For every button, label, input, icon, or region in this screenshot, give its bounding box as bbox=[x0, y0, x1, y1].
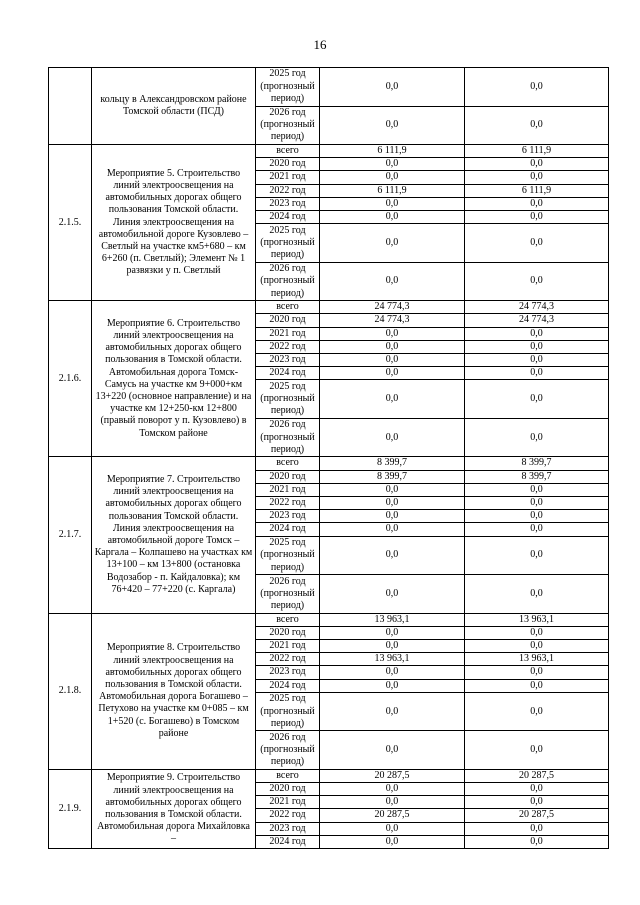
total-funding-cell: 13 963,1 bbox=[320, 613, 465, 626]
period-cell: всего bbox=[256, 301, 320, 314]
period-cell: всего bbox=[256, 457, 320, 470]
budget-funding-cell: 0,0 bbox=[465, 171, 609, 184]
period-cell: 2023 год bbox=[256, 822, 320, 835]
period-cell: 2020 год bbox=[256, 626, 320, 639]
period-cell: 2025 год (прогнозный период) bbox=[256, 536, 320, 575]
measure-description: кольцу в Александровском районе Томской области (ПСД) bbox=[92, 68, 256, 145]
budget-funding-cell: 0,0 bbox=[465, 679, 609, 692]
budget-funding-cell: 0,0 bbox=[465, 197, 609, 210]
period-cell: 2022 год bbox=[256, 340, 320, 353]
period-cell: 2024 год bbox=[256, 835, 320, 848]
total-funding-cell: 8 399,7 bbox=[320, 470, 465, 483]
budget-funding-cell: 0,0 bbox=[465, 666, 609, 679]
total-funding-cell: 0,0 bbox=[320, 731, 465, 770]
budget-funding-cell: 0,0 bbox=[465, 783, 609, 796]
period-cell: 2026 год (прогнозный период) bbox=[256, 262, 320, 301]
table-row bbox=[49, 613, 609, 626]
period-cell: 2022 год bbox=[256, 184, 320, 197]
budget-funding-cell: 0,0 bbox=[465, 224, 609, 263]
period-cell: 2023 год bbox=[256, 510, 320, 523]
budget-funding-cell: 0,0 bbox=[465, 106, 609, 145]
budget-funding-cell: 0,0 bbox=[465, 367, 609, 380]
total-funding-cell: 0,0 bbox=[320, 106, 465, 145]
total-funding-cell: 6 111,9 bbox=[320, 184, 465, 197]
table-row bbox=[49, 145, 609, 158]
budget-funding-cell: 0,0 bbox=[465, 418, 609, 457]
table-row bbox=[49, 769, 609, 782]
budget-funding-cell: 0,0 bbox=[465, 510, 609, 523]
budget-funding-cell: 0,0 bbox=[465, 483, 609, 496]
period-cell: 2025 год (прогнозный период) bbox=[256, 692, 320, 731]
total-funding-cell: 0,0 bbox=[320, 640, 465, 653]
total-funding-cell: 0,0 bbox=[320, 171, 465, 184]
total-funding-cell: 0,0 bbox=[320, 835, 465, 848]
measure-number: 2.1.9. bbox=[49, 769, 92, 848]
total-funding-cell: 0,0 bbox=[320, 211, 465, 224]
period-cell: 2026 год (прогнозный период) bbox=[256, 731, 320, 770]
measure-description: Мероприятие 6. Строительство линий электроосвещения на автомобильных дорогах общего пользования в Томской области. Автомобильная дорога Томск-Самусь на участке км 9+000+км 13+220 (основное направление) и на участке км 12+250-км 12+800 (правый поворот у п. Кузовлево) в Томском районе bbox=[92, 301, 256, 457]
total-funding-cell: 0,0 bbox=[320, 340, 465, 353]
period-cell: 2020 год bbox=[256, 158, 320, 171]
budget-funding-cell: 0,0 bbox=[465, 211, 609, 224]
budget-funding-cell: 0,0 bbox=[465, 796, 609, 809]
total-funding-cell: 0,0 bbox=[320, 68, 465, 107]
total-funding-cell: 0,0 bbox=[320, 822, 465, 835]
budget-funding-cell: 0,0 bbox=[465, 575, 609, 614]
budget-funding-cell: 0,0 bbox=[465, 692, 609, 731]
period-cell: 2021 год bbox=[256, 640, 320, 653]
period-cell: всего bbox=[256, 613, 320, 626]
budget-funding-cell: 0,0 bbox=[465, 380, 609, 419]
total-funding-cell: 0,0 bbox=[320, 523, 465, 536]
period-cell: 2023 год bbox=[256, 197, 320, 210]
measure-description: Мероприятие 5. Строительство линий электроосвещения на автомобильных дорогах общего пользования Томской области. Линия электроосвещения на автомобильной дороге Кузовлево – Светлый на участке км5+680 – км 6+260 (п. Светлый); Элемент № 1 развязки у п. Светлый bbox=[92, 145, 256, 301]
period-cell: 2021 год bbox=[256, 171, 320, 184]
period-cell: 2022 год bbox=[256, 653, 320, 666]
total-funding-cell: 24 774,3 bbox=[320, 301, 465, 314]
period-cell: 2024 год bbox=[256, 523, 320, 536]
total-funding-cell: 0,0 bbox=[320, 666, 465, 679]
period-cell: всего bbox=[256, 145, 320, 158]
total-funding-cell: 0,0 bbox=[320, 796, 465, 809]
period-cell: 2023 год bbox=[256, 666, 320, 679]
measure-number bbox=[49, 68, 92, 145]
budget-funding-cell: 6 111,9 bbox=[465, 145, 609, 158]
period-cell: 2024 год bbox=[256, 367, 320, 380]
total-funding-cell: 0,0 bbox=[320, 483, 465, 496]
period-cell: 2022 год bbox=[256, 809, 320, 822]
total-funding-cell: 0,0 bbox=[320, 679, 465, 692]
budget-funding-cell: 0,0 bbox=[465, 497, 609, 510]
total-funding-cell: 0,0 bbox=[320, 262, 465, 301]
total-funding-cell: 0,0 bbox=[320, 380, 465, 419]
total-funding-cell: 0,0 bbox=[320, 418, 465, 457]
total-funding-cell: 0,0 bbox=[320, 158, 465, 171]
total-funding-cell: 0,0 bbox=[320, 692, 465, 731]
period-cell: 2025 год (прогнозный период) bbox=[256, 68, 320, 107]
total-funding-cell: 24 774,3 bbox=[320, 314, 465, 327]
total-funding-cell: 8 399,7 bbox=[320, 457, 465, 470]
measure-description: Мероприятие 8. Строительство линий электроосвещения на автомобильных дорогах общего пользования в Томской области. Автомобильная дорога Богашево – Петухово на участке км 0+085 – км 1+520 (с. Богашево) в Томском районе bbox=[92, 613, 256, 769]
budget-funding-cell: 24 774,3 bbox=[465, 314, 609, 327]
budget-funding-cell: 6 111,9 bbox=[465, 184, 609, 197]
measure-description: Мероприятие 7. Строительство линий электроосвещения на автомобильных дорогах общего пользования Томской области. Линия электроосвещения на автомобильной дороге Томск – Каргала – Колпашево на участках км 13+100 – км 13+800 (остановка Водозабор - п. Кайдаловка); км 76+420 – 77+220 (с. Каргала) bbox=[92, 457, 256, 613]
budget-funding-cell: 0,0 bbox=[465, 262, 609, 301]
period-cell: 2024 год bbox=[256, 679, 320, 692]
table-row bbox=[49, 457, 609, 470]
total-funding-cell: 0,0 bbox=[320, 197, 465, 210]
total-funding-cell: 0,0 bbox=[320, 626, 465, 639]
period-cell: 2024 год bbox=[256, 211, 320, 224]
total-funding-cell: 0,0 bbox=[320, 224, 465, 263]
total-funding-cell: 0,0 bbox=[320, 783, 465, 796]
budget-funding-cell: 8 399,7 bbox=[465, 470, 609, 483]
measure-number: 2.1.6. bbox=[49, 301, 92, 457]
budget-funding-cell: 20 287,5 bbox=[465, 769, 609, 782]
budget-funding-cell: 0,0 bbox=[465, 626, 609, 639]
measure-number: 2.1.5. bbox=[49, 145, 92, 301]
budget-funding-cell: 0,0 bbox=[465, 354, 609, 367]
measure-number: 2.1.7. bbox=[49, 457, 92, 613]
total-funding-cell: 13 963,1 bbox=[320, 653, 465, 666]
budget-funding-cell: 0,0 bbox=[465, 536, 609, 575]
period-cell: 2020 год bbox=[256, 783, 320, 796]
period-cell: 2020 год bbox=[256, 314, 320, 327]
budget-funding-cell: 13 963,1 bbox=[465, 613, 609, 626]
total-funding-cell: 20 287,5 bbox=[320, 769, 465, 782]
page-number: 16 bbox=[313, 37, 327, 52]
period-cell: 2025 год (прогнозный период) bbox=[256, 224, 320, 263]
period-cell: 2020 год bbox=[256, 470, 320, 483]
table-row bbox=[49, 68, 609, 107]
budget-funding-cell: 0,0 bbox=[465, 822, 609, 835]
total-funding-cell: 0,0 bbox=[320, 327, 465, 340]
budget-funding-cell: 13 963,1 bbox=[465, 653, 609, 666]
period-cell: 2023 год bbox=[256, 354, 320, 367]
measures-table bbox=[48, 67, 609, 849]
table-row bbox=[49, 301, 609, 314]
total-funding-cell: 0,0 bbox=[320, 536, 465, 575]
total-funding-cell: 6 111,9 bbox=[320, 145, 465, 158]
budget-funding-cell: 0,0 bbox=[465, 640, 609, 653]
period-cell: всего bbox=[256, 769, 320, 782]
measure-description: Мероприятие 9. Строительство линий электроосвещения на автомобильных дорогах общего пользования в Томской области. Автомобильная дорога Михайловка – bbox=[92, 769, 256, 848]
period-cell: 2022 год bbox=[256, 497, 320, 510]
period-cell: 2026 год (прогнозный период) bbox=[256, 575, 320, 614]
budget-funding-cell: 0,0 bbox=[465, 327, 609, 340]
total-funding-cell: 0,0 bbox=[320, 510, 465, 523]
budget-funding-cell: 0,0 bbox=[465, 68, 609, 107]
budget-funding-cell: 24 774,3 bbox=[465, 301, 609, 314]
total-funding-cell: 0,0 bbox=[320, 367, 465, 380]
total-funding-cell: 0,0 bbox=[320, 354, 465, 367]
budget-funding-cell: 8 399,7 bbox=[465, 457, 609, 470]
period-cell: 2021 год bbox=[256, 327, 320, 340]
total-funding-cell: 20 287,5 bbox=[320, 809, 465, 822]
budget-funding-cell: 0,0 bbox=[465, 731, 609, 770]
period-cell: 2026 год (прогнозный период) bbox=[256, 106, 320, 145]
total-funding-cell: 0,0 bbox=[320, 575, 465, 614]
budget-funding-cell: 0,0 bbox=[465, 340, 609, 353]
total-funding-cell: 0,0 bbox=[320, 497, 465, 510]
period-cell: 2021 год bbox=[256, 796, 320, 809]
budget-funding-cell: 0,0 bbox=[465, 835, 609, 848]
measure-number: 2.1.8. bbox=[49, 613, 92, 769]
period-cell: 2025 год (прогнозный период) bbox=[256, 380, 320, 419]
budget-funding-cell: 0,0 bbox=[465, 158, 609, 171]
period-cell: 2026 год (прогнозный период) bbox=[256, 418, 320, 457]
budget-funding-cell: 0,0 bbox=[465, 523, 609, 536]
budget-funding-cell: 20 287,5 bbox=[465, 809, 609, 822]
period-cell: 2021 год bbox=[256, 483, 320, 496]
